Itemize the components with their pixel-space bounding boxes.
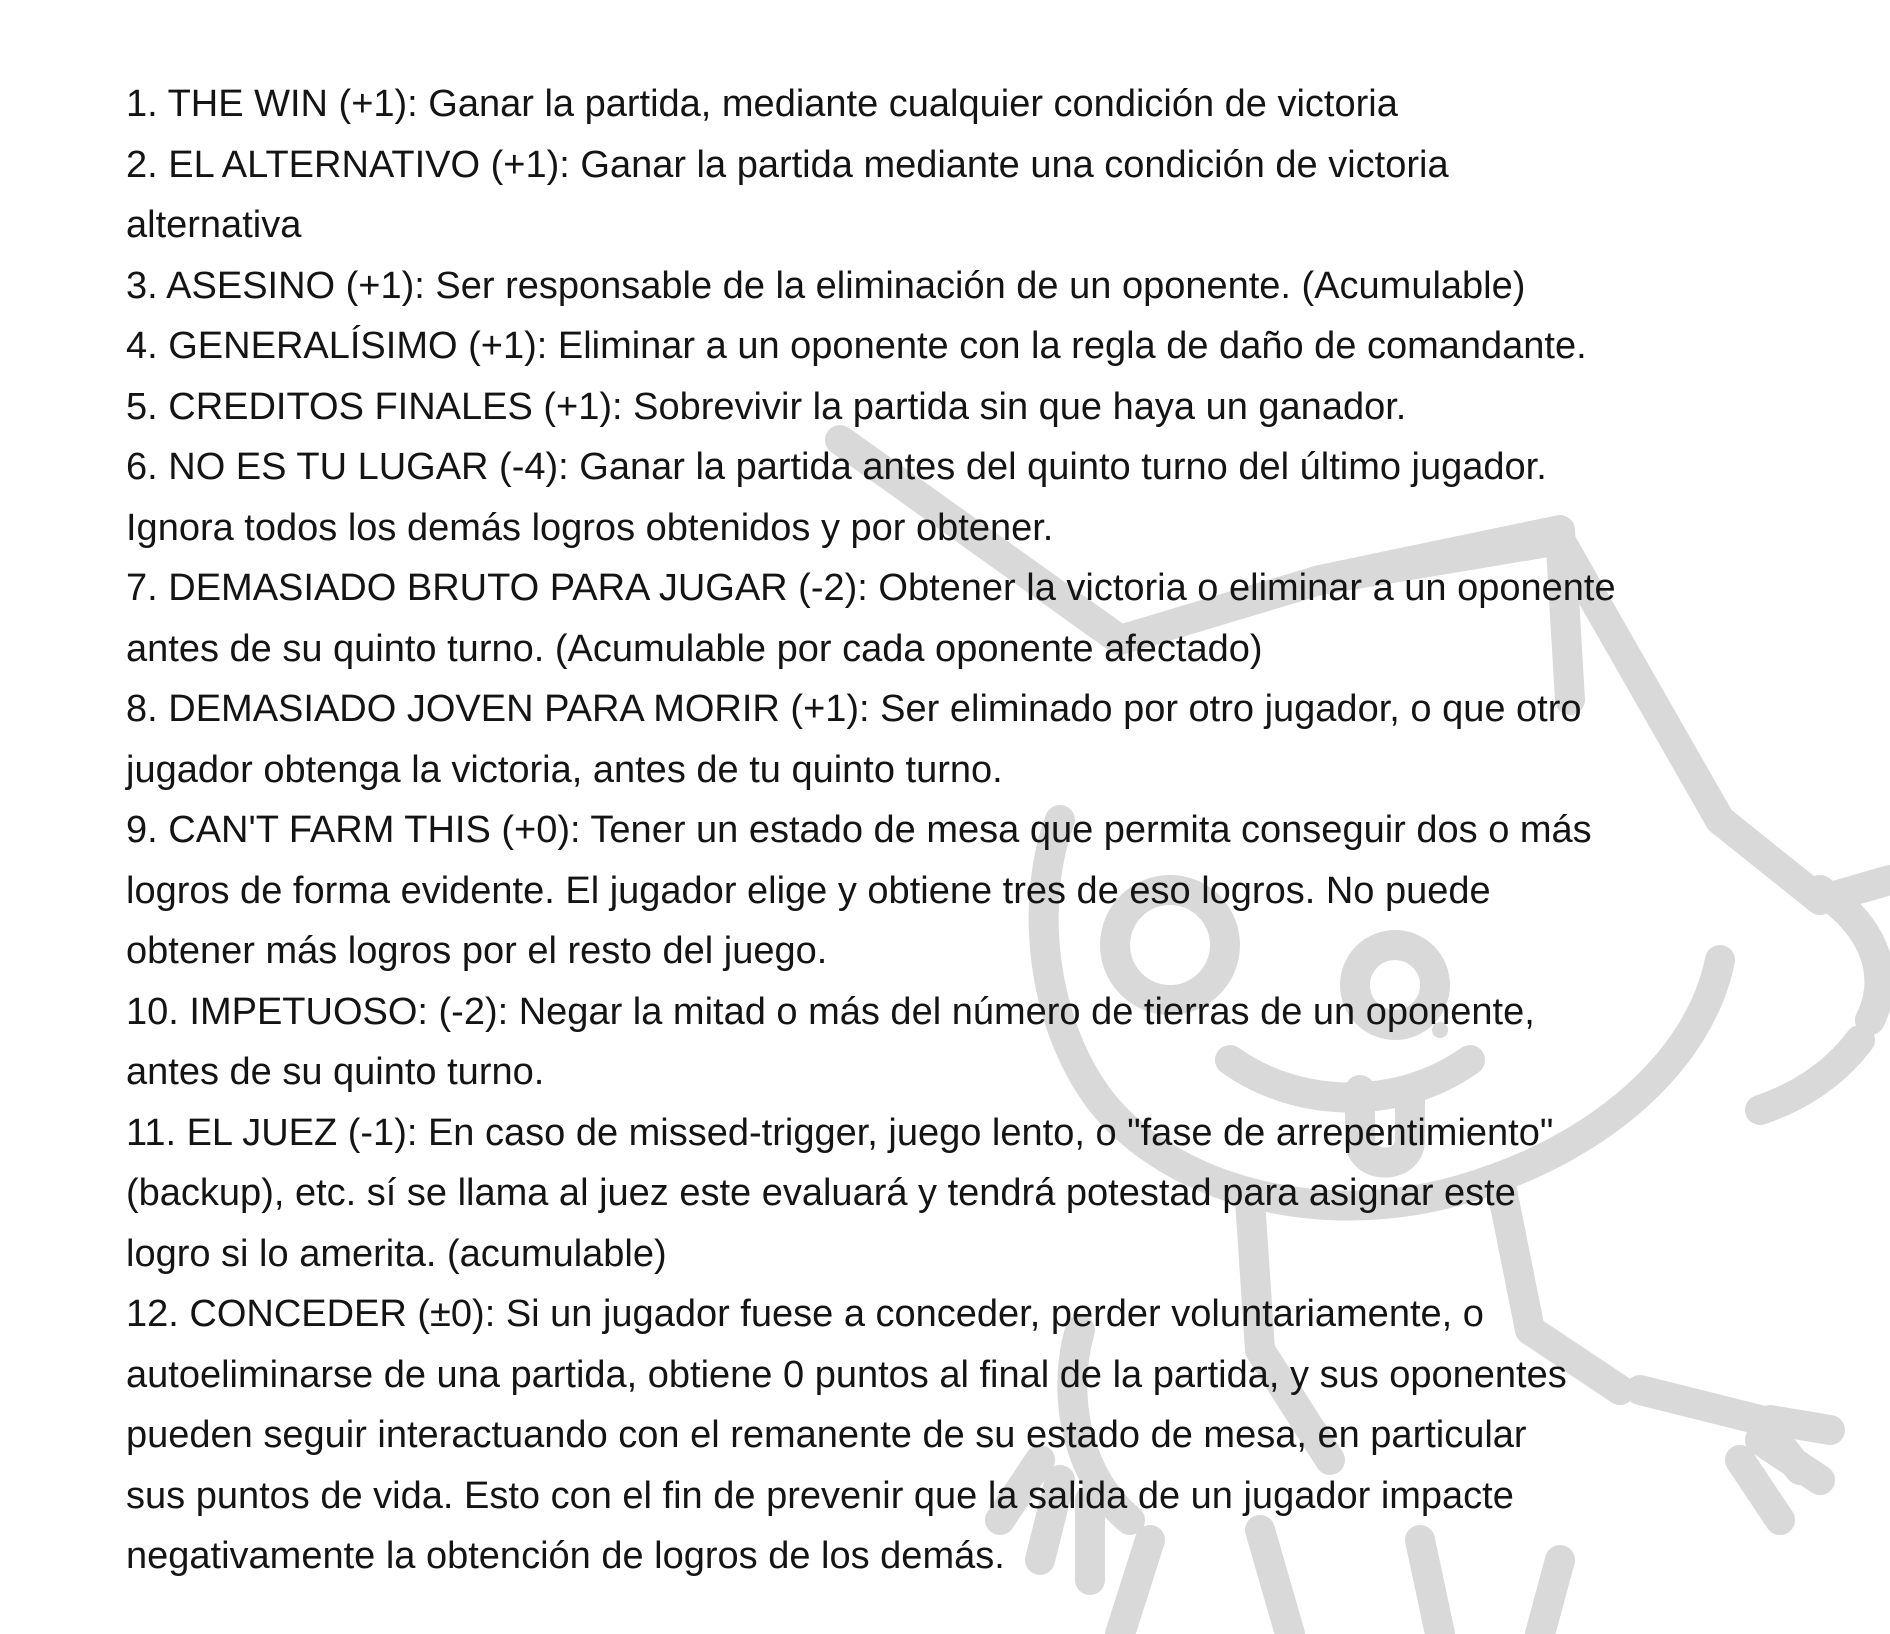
rule-line: negativamente la obtención de logros de los demás. [126, 1535, 1005, 1577]
rule-line: pueden seguir interactuando con el remanente de su estado de mesa, en particular [126, 1414, 1527, 1456]
rule-line: 2. EL ALTERNATIVO (+1): Ganar la partida mediante una condición de victoria [126, 143, 1449, 186]
rule-line: 9. CAN'T FARM THIS (+0): Tener un estado de mesa que permita conseguir dos o más [126, 809, 1592, 851]
rule-line: 12. CONCEDER (±0): Si un jugador fuese a conceder, perder voluntariamente, o [126, 1293, 1484, 1335]
rule-6 [126, 437, 1766, 558]
rule-line: 3. ASESINO (+1): Ser responsable de la eliminación de un oponente. (Acumulable) [126, 264, 1526, 307]
rule-4 [126, 316, 1766, 377]
rule-1 [126, 74, 1766, 135]
rule-line: (backup), etc. sí se llama al juez este evaluará y tendrá potestad para asignar este [126, 1172, 1516, 1214]
rule-line: jugador obtenga la victoria, antes de tu quinto turno. [126, 748, 1003, 791]
rule-9 [126, 800, 1766, 982]
rule-line: 6. NO ES TU LUGAR (-4): Ganar la partida antes del quinto turno del último jugador. [126, 446, 1547, 488]
rule-11 [126, 1103, 1766, 1285]
rule-8 [126, 679, 1766, 800]
rule-3 [126, 256, 1766, 317]
rule-line: alternativa [126, 204, 302, 246]
rule-line: Ignora todos los demás logros obtenidos y por obtener. [126, 506, 1054, 549]
rule-line: obtener más logros por el resto del juego. [126, 930, 828, 972]
rule-5 [126, 377, 1766, 438]
rule-line: 10. IMPETUOSO: (-2): Negar la mitad o más del número de tierras de un oponente, [126, 990, 1535, 1033]
rule-line: antes de su quinto turno. (Acumulable por cada oponente afectado) [126, 627, 1263, 670]
rule-line: 4. GENERALÍSIMO (+1): Eliminar a un oponente con la regla de daño de comandante. [126, 325, 1587, 367]
rule-7 [126, 558, 1766, 679]
rule-line: 8. DEMASIADO JOVEN PARA MORIR (+1): Ser eliminado por otro jugador, o que otro [126, 688, 1582, 730]
rule-12 [126, 1284, 1766, 1587]
rule-line: autoeliminarse de una partida, obtiene 0 puntos al final de la partida, y sus oponentes [126, 1353, 1567, 1396]
rule-line: 7. DEMASIADO BRUTO PARA JUGAR (-2): Obtener la victoria o eliminar a un oponente [126, 567, 1616, 609]
rule-2 [126, 135, 1766, 256]
rule-10 [126, 982, 1766, 1103]
rule-line: sus puntos de vida. Esto con el fin de prevenir que la salida de un jugador impacte [126, 1474, 1514, 1517]
rule-line: 1. THE WIN (+1): Ganar la partida, mediante cualquier condición de victoria [126, 83, 1398, 125]
rule-line: 11. EL JUEZ (-1): En caso de missed-trigger, juego lento, o "fase de arrepentimiento" [126, 1111, 1554, 1154]
rule-line: antes de su quinto turno. [126, 1051, 545, 1093]
rules-list [126, 74, 1766, 1587]
rule-line: 5. CREDITOS FINALES (+1): Sobrevivir la partida sin que haya un ganador. [126, 385, 1407, 428]
rule-line: logro si lo amerita. (acumulable) [126, 1232, 667, 1275]
rule-line: logros de forma evidente. El jugador elige y obtiene tres de eso logros. No puede [126, 869, 1491, 912]
